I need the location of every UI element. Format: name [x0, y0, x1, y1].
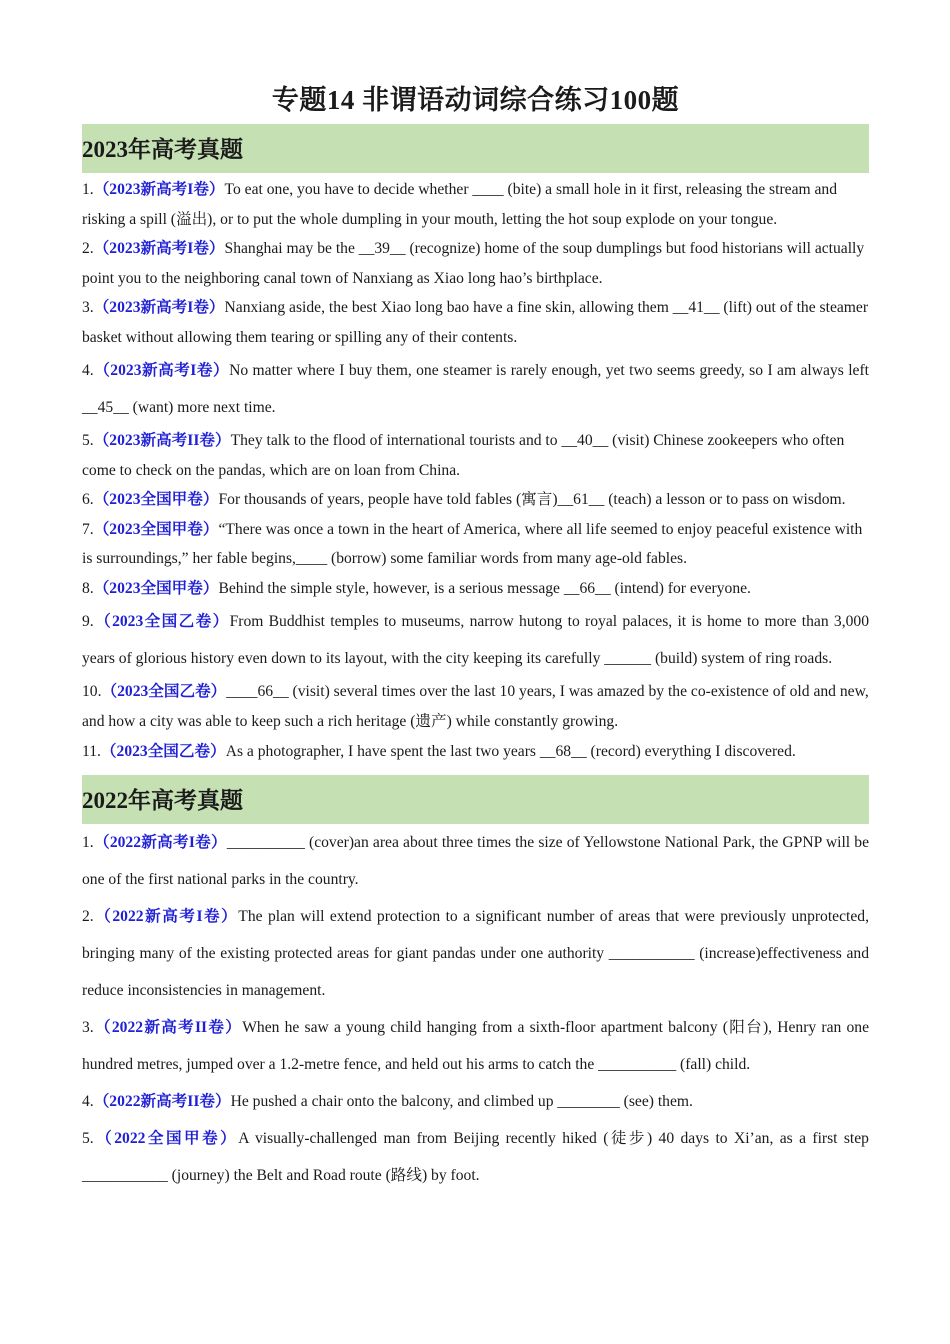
question-item: 1.（2022新高考I卷）__________ (cover)an area about three times the size of Yellowstone National Park, the GPNP will be one of the first national parks in the country. [82, 833, 870, 888]
question-item: 2.（2022新高考I卷）The plan will extend protection to a significant number of areas that were previously unprotected, bringing many of the existing protected areas for giant pandas under one authority ___________ (increase)effectiveness and reduce inconsistencies in management. [82, 907, 869, 999]
section-heading: 2023年高考真题 [82, 124, 869, 173]
question-item: 7.（2023全国甲卷）“There was once a town in the heart of America, where all life seemed to enjoy peaceful existence with is surroundings,” her fable begins,____ (borrow) some familiar words from many age-old fables. [82, 520, 863, 567]
question-item: 5.（2022全国甲卷）A visually-challenged man from Beijing recently hiked (徒步) 40 days to Xi’an, as a first step ___________ (journey) the Belt and Road route (路线) by foot. [82, 1129, 869, 1184]
section-2022 [82, 775, 869, 1194]
question-item: 3.（2023新高考I卷）Nanxiang aside, the best Xiao long bao have a fine skin, allowing them __41__ (lift) out of the steamer basket without allowing them tearing or spilling any of their contents. [82, 299, 869, 346]
section-heading: 2022年高考真题 [82, 775, 869, 824]
section-2023 [82, 124, 869, 767]
question-item: 3.（2022新高考II卷）When he saw a young child hanging from a sixth-floor apartment balcony (阳台), Henry ran one hundred metres, jumped over a 1.2-metre fence, and held out his arms to catch the __________ (fall) child. [82, 1018, 869, 1073]
question-item: 6.（2023全国甲卷）For thousands of years, people have told fables (寓言)__61__ (teach) a lesson or to pass on wisdom. [82, 491, 846, 508]
question-item: 1.（2023新高考I卷）To eat one, you have to decide whether ____ (bite) a small hole in it first, releasing the stream and risking a spill (溢出), or to put the whole dumpling in your mouth, letting the hot soup explode on your tongue. [82, 181, 838, 228]
question-item: 11.（2023全国乙卷）As a photographer, I have spent the last two years __68__ (record) everything I discovered. [82, 743, 796, 760]
question-item: 9.（2023全国乙卷）From Buddhist temples to museums, narrow hutong to royal palaces, it is home to more than 3,000 years of glorious history even down to its layout, with the city keeping its carefully ______ (build) system of ring roads. [82, 613, 869, 667]
question-item: 8.（2023全国甲卷）Behind the simple style, however, is a serious message __66__ (intend) for everyone. [82, 579, 751, 597]
document-page [82, 80, 869, 1194]
question-item: 4.（2022新高考II卷）He pushed a chair onto the balcony, and climbed up ________ (see) them. [82, 1092, 693, 1110]
question-item: 5.（2023新高考II卷）They talk to the flood of international tourists and to __40__ (visit) Chinese zookeepers who often come to check on the pandas, which are on loan from China. [82, 432, 845, 479]
question-item: 4.（2023新高考I卷）No matter where I buy them, one steamer is rarely enough, yet two seems greedy, so I am always left __45__ (want) more next time. [82, 362, 869, 416]
page-title: 专题14 非谓语动词综合练习100题 [271, 85, 680, 115]
question-item: 10.（2023全国乙卷）____66__ (visit) several times over the last 10 years, I was amazed by the co-existence of old and new, and how a city was able to keep such a rich heritage (遗产) while constantly growing. [82, 683, 869, 730]
question-item: 2.（2023新高考I卷）Shanghai may be the __39__ (recognize) home of the soup dumplings but food historians will actually point you to the neighboring canal town of Nanxiang as Xiao long hao’s birthplace. [82, 240, 865, 287]
